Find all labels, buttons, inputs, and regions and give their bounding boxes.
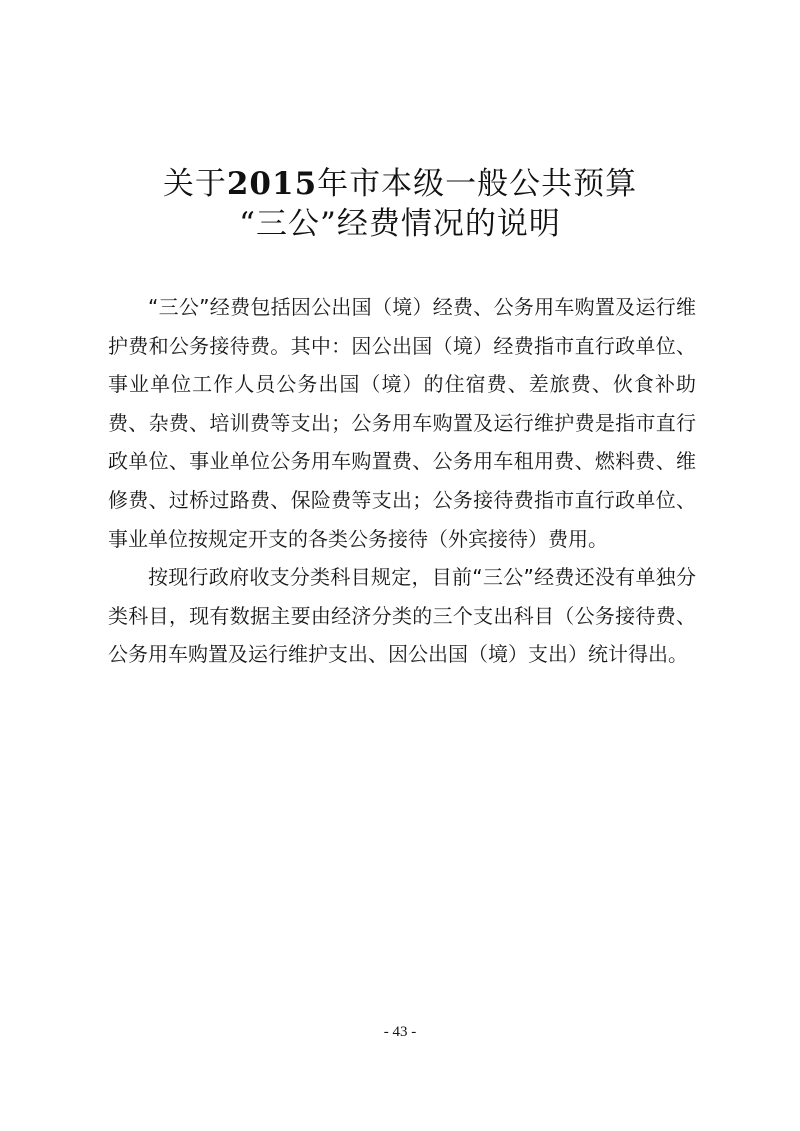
document-body [108, 288, 696, 674]
page-number: - 43 - [383, 1024, 417, 1040]
title-prefix: 关于 [162, 166, 227, 202]
paragraph-classification: 按现行政府收支分类科目规定，目前“三公”经费还没有单独分类科目，现有数据主要由经济分类的三个支出科目（公务接待费、公务用车购置及运行维护支出、因公出国（境）支出）统计得出。 [108, 565, 696, 667]
title-year: 2015 [226, 166, 318, 202]
document-title-line-2: “三公”经费情况的说明 [239, 206, 561, 242]
document-title-line-1 [0, 166, 800, 203]
paragraph-definition: “三公”经费包括因公出国（境）经费、公务用车购置及运行维护费和公务接待费。其中：因公出国（境）经费指市直行政单位、事业单位工作人员公务出国（境）的住宿费、差旅费、伙食补助费、杂费、培训费等支出；公务用车购置及运行维护费是指市直行政单位、事业单位公务用车购置费、公务用车租用费、燃料费、维修费、过桥过路费、保险费等支出；公务接待费指市直行政单位、事业单位按规定开支的各类公务接待（外宾接待）费用。 [108, 295, 696, 551]
title-suffix: 年市本级一般公共预算 [317, 166, 638, 202]
